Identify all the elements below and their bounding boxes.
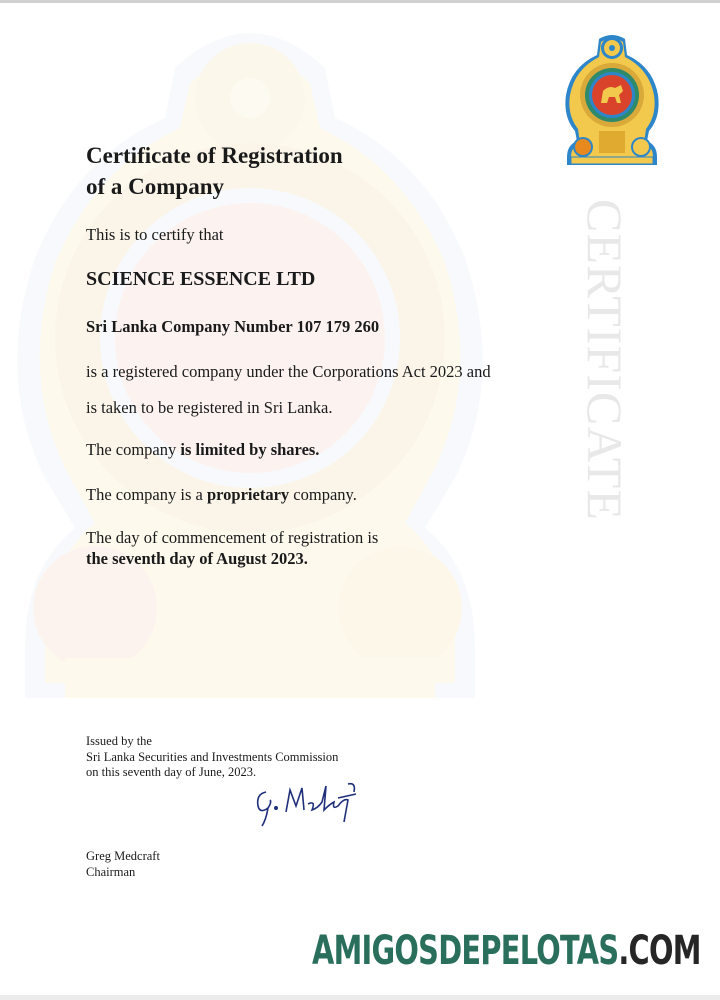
brand-green-text: AMIGOSDEPELOTAS <box>312 928 619 974</box>
issued-line-2: Sri Lanka Securities and Investments Commission <box>86 749 339 764</box>
signatory-name: Greg Medcraft <box>86 849 160 863</box>
signature-icon <box>252 780 362 830</box>
certificate-watermark-text: CERTIFICATE <box>577 199 633 521</box>
statement-line-2: is taken to be registered in Sri Lanka. <box>86 398 333 417</box>
certificate-title <box>86 140 343 202</box>
title-line-1: Certificate of Registration <box>86 143 343 168</box>
commencement-line-1: The day of commencement of registration is <box>86 528 379 547</box>
issued-by-block <box>86 734 338 781</box>
signatory-block <box>86 848 160 880</box>
limited-bold: is limited by shares. <box>180 440 320 459</box>
type-suffix: company. <box>289 485 357 504</box>
intro-text: This is to certify that <box>86 225 224 244</box>
emblem-watermark-icon <box>5 8 495 703</box>
site-watermark-logo <box>312 924 701 978</box>
issued-line-1: Issued by the <box>86 734 152 748</box>
top-border <box>0 0 720 3</box>
statement-line-1: is a registered company under the Corporations Act 2023 and <box>86 362 491 381</box>
commencement-date: the seventh day of August 2023. <box>86 549 308 568</box>
bottom-border <box>0 995 720 1000</box>
brand-dark-text: .COM <box>618 928 701 974</box>
company-name: SCIENCE ESSENCE LTD <box>86 268 316 290</box>
signatory-role: Chairman <box>86 865 136 879</box>
company-number: Sri Lanka Company Number 107 179 260 <box>86 317 380 336</box>
issued-line-3: on this seventh day of June, 2023. <box>86 765 257 779</box>
limited-by-shares-text <box>86 440 319 460</box>
company-type-text <box>86 485 357 505</box>
sri-lanka-emblem-icon <box>563 33 661 167</box>
limited-prefix: The company <box>86 440 181 459</box>
title-line-2: of a Company <box>86 174 225 199</box>
type-prefix: The company is a <box>86 485 207 504</box>
type-bold: proprietary <box>206 485 290 504</box>
